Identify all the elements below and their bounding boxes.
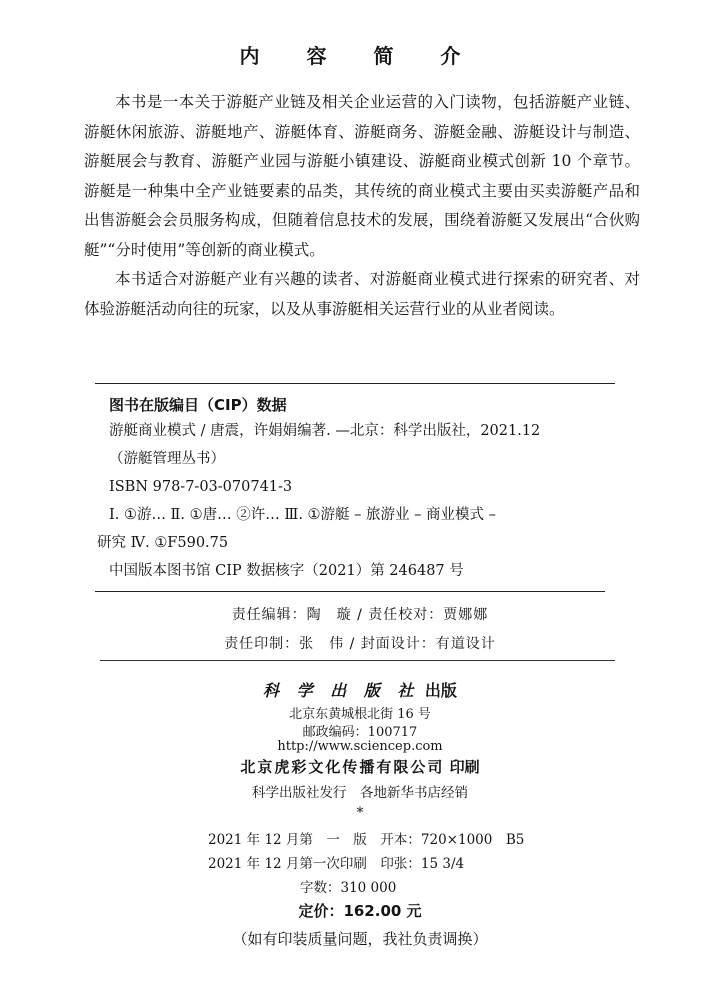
publisher-url: http://www.sciencep.com xyxy=(277,739,443,754)
cip-isbn-line: ISBN 978-7-03-070741-3 xyxy=(109,479,293,495)
editor-credits-2: 责任印制：张 伟 / 封面设计：有道设计 xyxy=(224,636,496,652)
cip-body xyxy=(97,417,607,585)
printer-name: 北京虎彩文化传播有限公司 xyxy=(240,758,445,776)
printer-suffix: 印刷 xyxy=(449,758,480,776)
publisher-address: 北京东黄城根北街 16 号 xyxy=(289,707,431,722)
publisher-line xyxy=(0,678,720,701)
cip-heading: 图书在版编目（CIP）数据 xyxy=(109,396,287,414)
cip-series-line: （游艇管理丛书） xyxy=(109,451,225,467)
intro-paragraph-2: 本书适合对游艇产业有兴趣的读者、对游艇商业模式进行探索的研究者、对体验游艇活动向往的玩家，以及从事游艇相关运营行业的从业者阅读。 xyxy=(84,270,640,318)
publisher-name: 科 学 出 版 社 xyxy=(263,681,420,700)
word-count: 字数：310 000 xyxy=(300,880,397,896)
page-title: 内 容 简 介 xyxy=(239,44,481,68)
edition-line-1: 2021 年 12 月第 一 版 开本：720×1000 B5 xyxy=(208,832,525,848)
quality-note: （如有印装质量问题，我社负责调换） xyxy=(232,930,488,948)
cip-record-number: 中国版本图书馆 CIP 数据核字（2021）第 246487 号 xyxy=(109,563,464,579)
cip-bottom-rule xyxy=(95,591,605,592)
cip-classification-line: Ⅰ. ①游… Ⅱ. ①唐… ②许… Ⅲ. ①游艇 – 旅游业 – 商业模式 – xyxy=(109,507,496,523)
printer-line xyxy=(0,756,720,777)
cip-block xyxy=(95,383,615,592)
edition-line-2: 2021 年 12 月第一次印刷 印张：15 3/4 xyxy=(208,856,465,872)
cip-top-rule xyxy=(95,383,615,384)
intro-paragraph-1: 本书是一本关于游艇产业链及相关企业运营的入门读物，包括游艇产业链、游艇休闲旅游、游艇地产、游艇体育、游艇商务、游艇金融、游艇设计与制造、游艇展会与教育、游艇产业园与游艇小镇建设、游艇商业模式创新 10 个章节。游艇是一种集中全产业链要素的品类，其传统的商业模式主要由买卖游艇产品和出售游艇会会员服务构成，但随着信息技术的发展，围绕着游艇又发展出“合伙购艇”“分时使用”等创新的商业模式。 xyxy=(84,93,640,259)
cip-classification-continued: 研究 Ⅳ. ①F590.75 xyxy=(97,535,229,551)
distribution-line: 科学出版社发行 各地新华书店经销 xyxy=(252,785,468,801)
editor-credits-1: 责任编辑：陶 璇 / 责任校对：贾娜娜 xyxy=(231,607,489,623)
introduction xyxy=(84,88,640,324)
price: 定价：162.00 元 xyxy=(298,902,422,920)
cip-title-line: 游艇商业模式 / 唐震，许娟娟编著. —北京：科学出版社，2021.12 xyxy=(109,423,541,439)
publisher-postcode: 邮政编码：100717 xyxy=(302,725,418,740)
separator-star: * xyxy=(356,805,364,821)
publisher-suffix: 出版 xyxy=(424,681,457,700)
credits-divider xyxy=(100,660,615,661)
